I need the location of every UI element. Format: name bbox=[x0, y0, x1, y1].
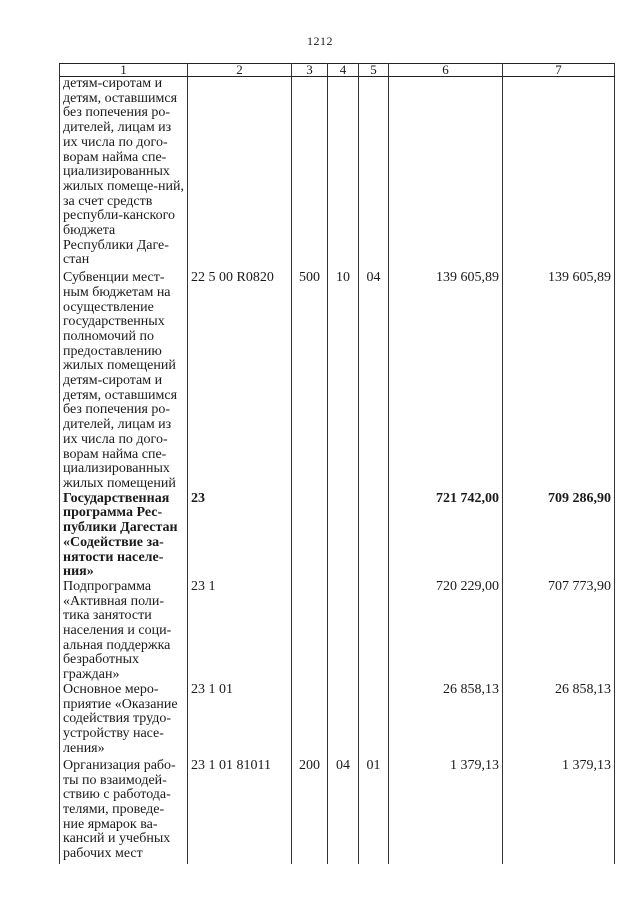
row-amount-1 bbox=[389, 77, 503, 269]
table-row bbox=[60, 77, 615, 269]
row-col-3: 200 bbox=[292, 759, 328, 864]
header-col-1: 1 bbox=[60, 64, 188, 77]
header-col-4: 4 bbox=[328, 64, 359, 77]
header-row bbox=[60, 64, 615, 77]
row-name: Основное меро-приятие «Оказание содействия трудо-устройству насе-ления» bbox=[60, 683, 188, 759]
row-col-4 bbox=[328, 580, 359, 683]
table-row bbox=[60, 492, 615, 580]
table-row bbox=[60, 580, 615, 683]
row-col-5: 04 bbox=[359, 268, 389, 492]
table-row bbox=[60, 683, 615, 759]
row-amount-1: 720 229,00 bbox=[389, 580, 503, 683]
row-amount-2: 1 379,13 bbox=[503, 759, 615, 864]
row-code: 23 1 bbox=[188, 580, 292, 683]
row-col-4: 04 bbox=[328, 759, 359, 864]
header-col-3: 3 bbox=[292, 64, 328, 77]
row-amount-2 bbox=[503, 77, 615, 269]
row-code: 22 5 00 R0820 bbox=[188, 268, 292, 492]
row-col-4 bbox=[328, 492, 359, 580]
row-amount-2: 26 858,13 bbox=[503, 683, 615, 759]
row-col-5 bbox=[359, 580, 389, 683]
row-col-5 bbox=[359, 492, 389, 580]
row-col-3 bbox=[292, 683, 328, 759]
row-code: 23 1 01 81011 bbox=[188, 759, 292, 864]
row-code: 23 bbox=[188, 492, 292, 580]
row-col-3 bbox=[292, 77, 328, 269]
row-col-4 bbox=[328, 77, 359, 269]
row-amount-2: 709 286,90 bbox=[503, 492, 615, 580]
row-col-5: 01 bbox=[359, 759, 389, 864]
row-name: Подпрограмма «Активная поли-тика занятости населения и соци-альная поддержка безработных граждан» bbox=[60, 580, 188, 683]
row-name: Субвенции мест-ным бюджетам на осуществление государственных полномочий по предоставлению жилых помещений детям-сиротам и детям, оставшимся без попечения ро-дителей, лицам из их числа по дого-ворам найма спе-циализированных жилых помещений bbox=[60, 268, 188, 492]
page-number: 1212 bbox=[307, 34, 333, 48]
row-name: детям-сиротам и детям, оставшимся без попечения ро-дителей, лицам из их числа по дого-ворам найма спе-циализированных жилых помеще-ний, за счет средств республи-канского бюджета Республики Даге-стан bbox=[60, 77, 188, 269]
row-col-5 bbox=[359, 77, 389, 269]
header-col-5: 5 bbox=[359, 64, 389, 77]
table-row bbox=[60, 759, 615, 864]
header-col-7: 7 bbox=[503, 64, 615, 77]
row-amount-1: 1 379,13 bbox=[389, 759, 503, 864]
budget-table bbox=[59, 63, 615, 864]
row-name: Государственная программа Рес-публики Дагестан «Содействие за-нятости населе-ния» bbox=[60, 492, 188, 580]
row-code bbox=[188, 77, 292, 269]
row-col-3 bbox=[292, 492, 328, 580]
header-col-6: 6 bbox=[389, 64, 503, 77]
row-col-3 bbox=[292, 580, 328, 683]
row-amount-1: 26 858,13 bbox=[389, 683, 503, 759]
row-name: Организация рабо-ты по взаимодей-ствию с работода-телями, проведе-ние ярмарок ва-кансий и учебных рабочих мест bbox=[60, 759, 188, 864]
row-amount-1: 139 605,89 bbox=[389, 268, 503, 492]
row-col-4: 10 bbox=[328, 268, 359, 492]
row-code: 23 1 01 bbox=[188, 683, 292, 759]
row-amount-2: 707 773,90 bbox=[503, 580, 615, 683]
row-col-5 bbox=[359, 683, 389, 759]
table-row bbox=[60, 268, 615, 492]
row-amount-2: 139 605,89 bbox=[503, 268, 615, 492]
row-col-3: 500 bbox=[292, 268, 328, 492]
row-amount-1: 721 742,00 bbox=[389, 492, 503, 580]
header-col-2: 2 bbox=[188, 64, 292, 77]
row-col-4 bbox=[328, 683, 359, 759]
